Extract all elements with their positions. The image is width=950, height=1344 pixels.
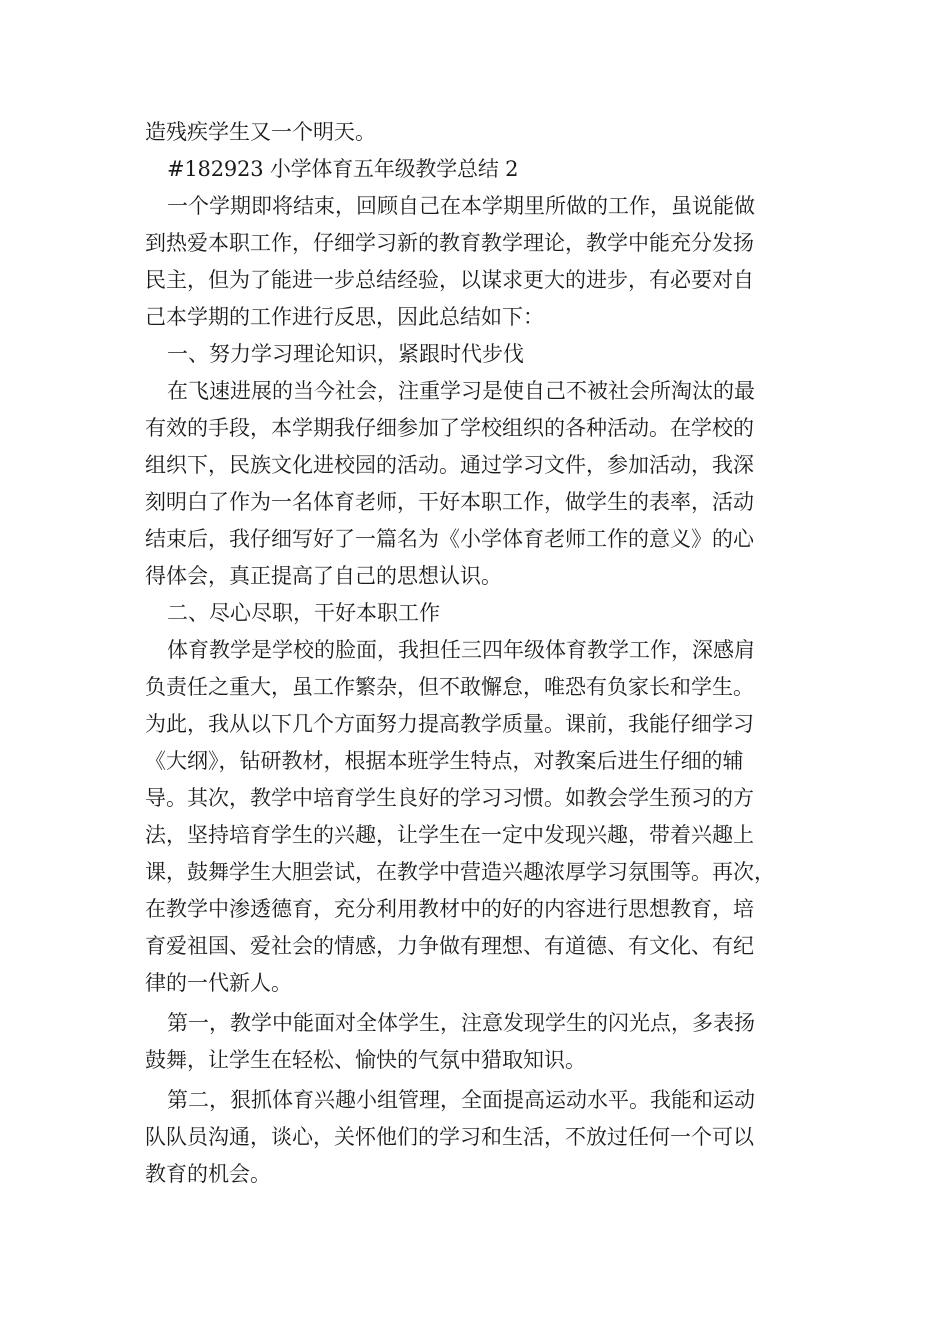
paragraph-line: 第一，教学中能面对全体学生，注意发现学生的闪光点，多表扬 [167,1011,755,1035]
paragraph-line: 律的一代新人。 [145,971,292,995]
paragraph-line: 导。其次，教学中培育学生良好的学习习惯。如教会学生预习的方 [145,786,754,810]
paragraph-line: 体育教学是学校的脸面，我担任三四年级体育教学工作，深感肩 [167,638,755,662]
paragraph-line: 刻明白了作为一名体育老师，干好本职工作，做学生的表率，活动 [145,490,754,514]
paragraph-line: 为此，我从以下几个方面努力提高教学质量。课前，我能仔细学习 [145,712,754,736]
paragraph-line: 鼓舞，让学生在轻松、愉快的气氛中猎取知识。 [145,1048,586,1072]
text-line: 造残疾学生又一个明天。 [145,120,376,144]
paragraph-line: 到热爱本职工作，仔细学习新的教育教学理论，教学中能充分发扬 [145,231,754,255]
heading-line: 一、努力学习理论知识，紧跟时代步伐 [167,342,524,366]
paragraph-line: 教育的机会。 [145,1162,271,1186]
document-body [145,114,815,1193]
paragraph-line: 《大纲》，钻研教材，根据本班学生特点，对教案后进生仔细的辅 [145,749,744,773]
paragraph-line: 法，坚持培育学生的兴趣，让学生在一定中发现兴趣，带着兴趣上 [145,823,754,847]
heading-line: 二、尽心尽职，干好本职工作 [167,601,440,625]
paragraph-line: 得体会，真正提高了自己的思想认识。 [145,564,502,588]
paragraph-line: 负责任之重大，虽工作繁杂，但不敢懈怠，唯恐有负家长和学生。 [145,675,754,699]
paragraph-line: 在教学中渗透德育，充分利用教材中的好的内容进行思想教育，培 [145,897,754,921]
paragraph-line: 在飞速进展的当今社会，注重学习是使自己不被社会所淘汰的最 [167,379,755,403]
paragraph-line: 有效的手段，本学期我仔细参加了学校组织的各种活动。在学校的 [145,416,754,440]
paragraph-line: 民主，但为了能进一步总结经验，以谋求更大的进步，有必要对自 [145,268,754,292]
paragraph-line: 组织下，民族文化进校园的活动。通过学习文件，参加活动，我深 [145,453,754,477]
paragraph-line: 课，鼓舞学生大胆尝试，在教学中营造兴趣浓厚学习氛围等。再次， [145,860,775,884]
section-title: #182923 小学体育五年级教学总结 2 [167,157,519,181]
paragraph-line: 结束后，我仔细写好了一篇名为《小学体育老师工作的意义》的心 [145,527,754,551]
paragraph-line: 队队员沟通，谈心，关怀他们的学习和生活，不放过任何一个可以 [145,1125,754,1149]
paragraph-line: 己本学期的工作进行反思，因此总结如下： [145,305,544,329]
paragraph-line: 育爱祖国、爱社会的情感，力争做有理想、有道德、有文化、有纪 [145,934,754,958]
paragraph-line: 一个学期即将结束，回顾自己在本学期里所做的工作，虽说能做 [167,194,755,218]
paragraph-line: 第二，狠抓体育兴趣小组管理，全面提高运动水平。我能和运动 [167,1088,755,1112]
